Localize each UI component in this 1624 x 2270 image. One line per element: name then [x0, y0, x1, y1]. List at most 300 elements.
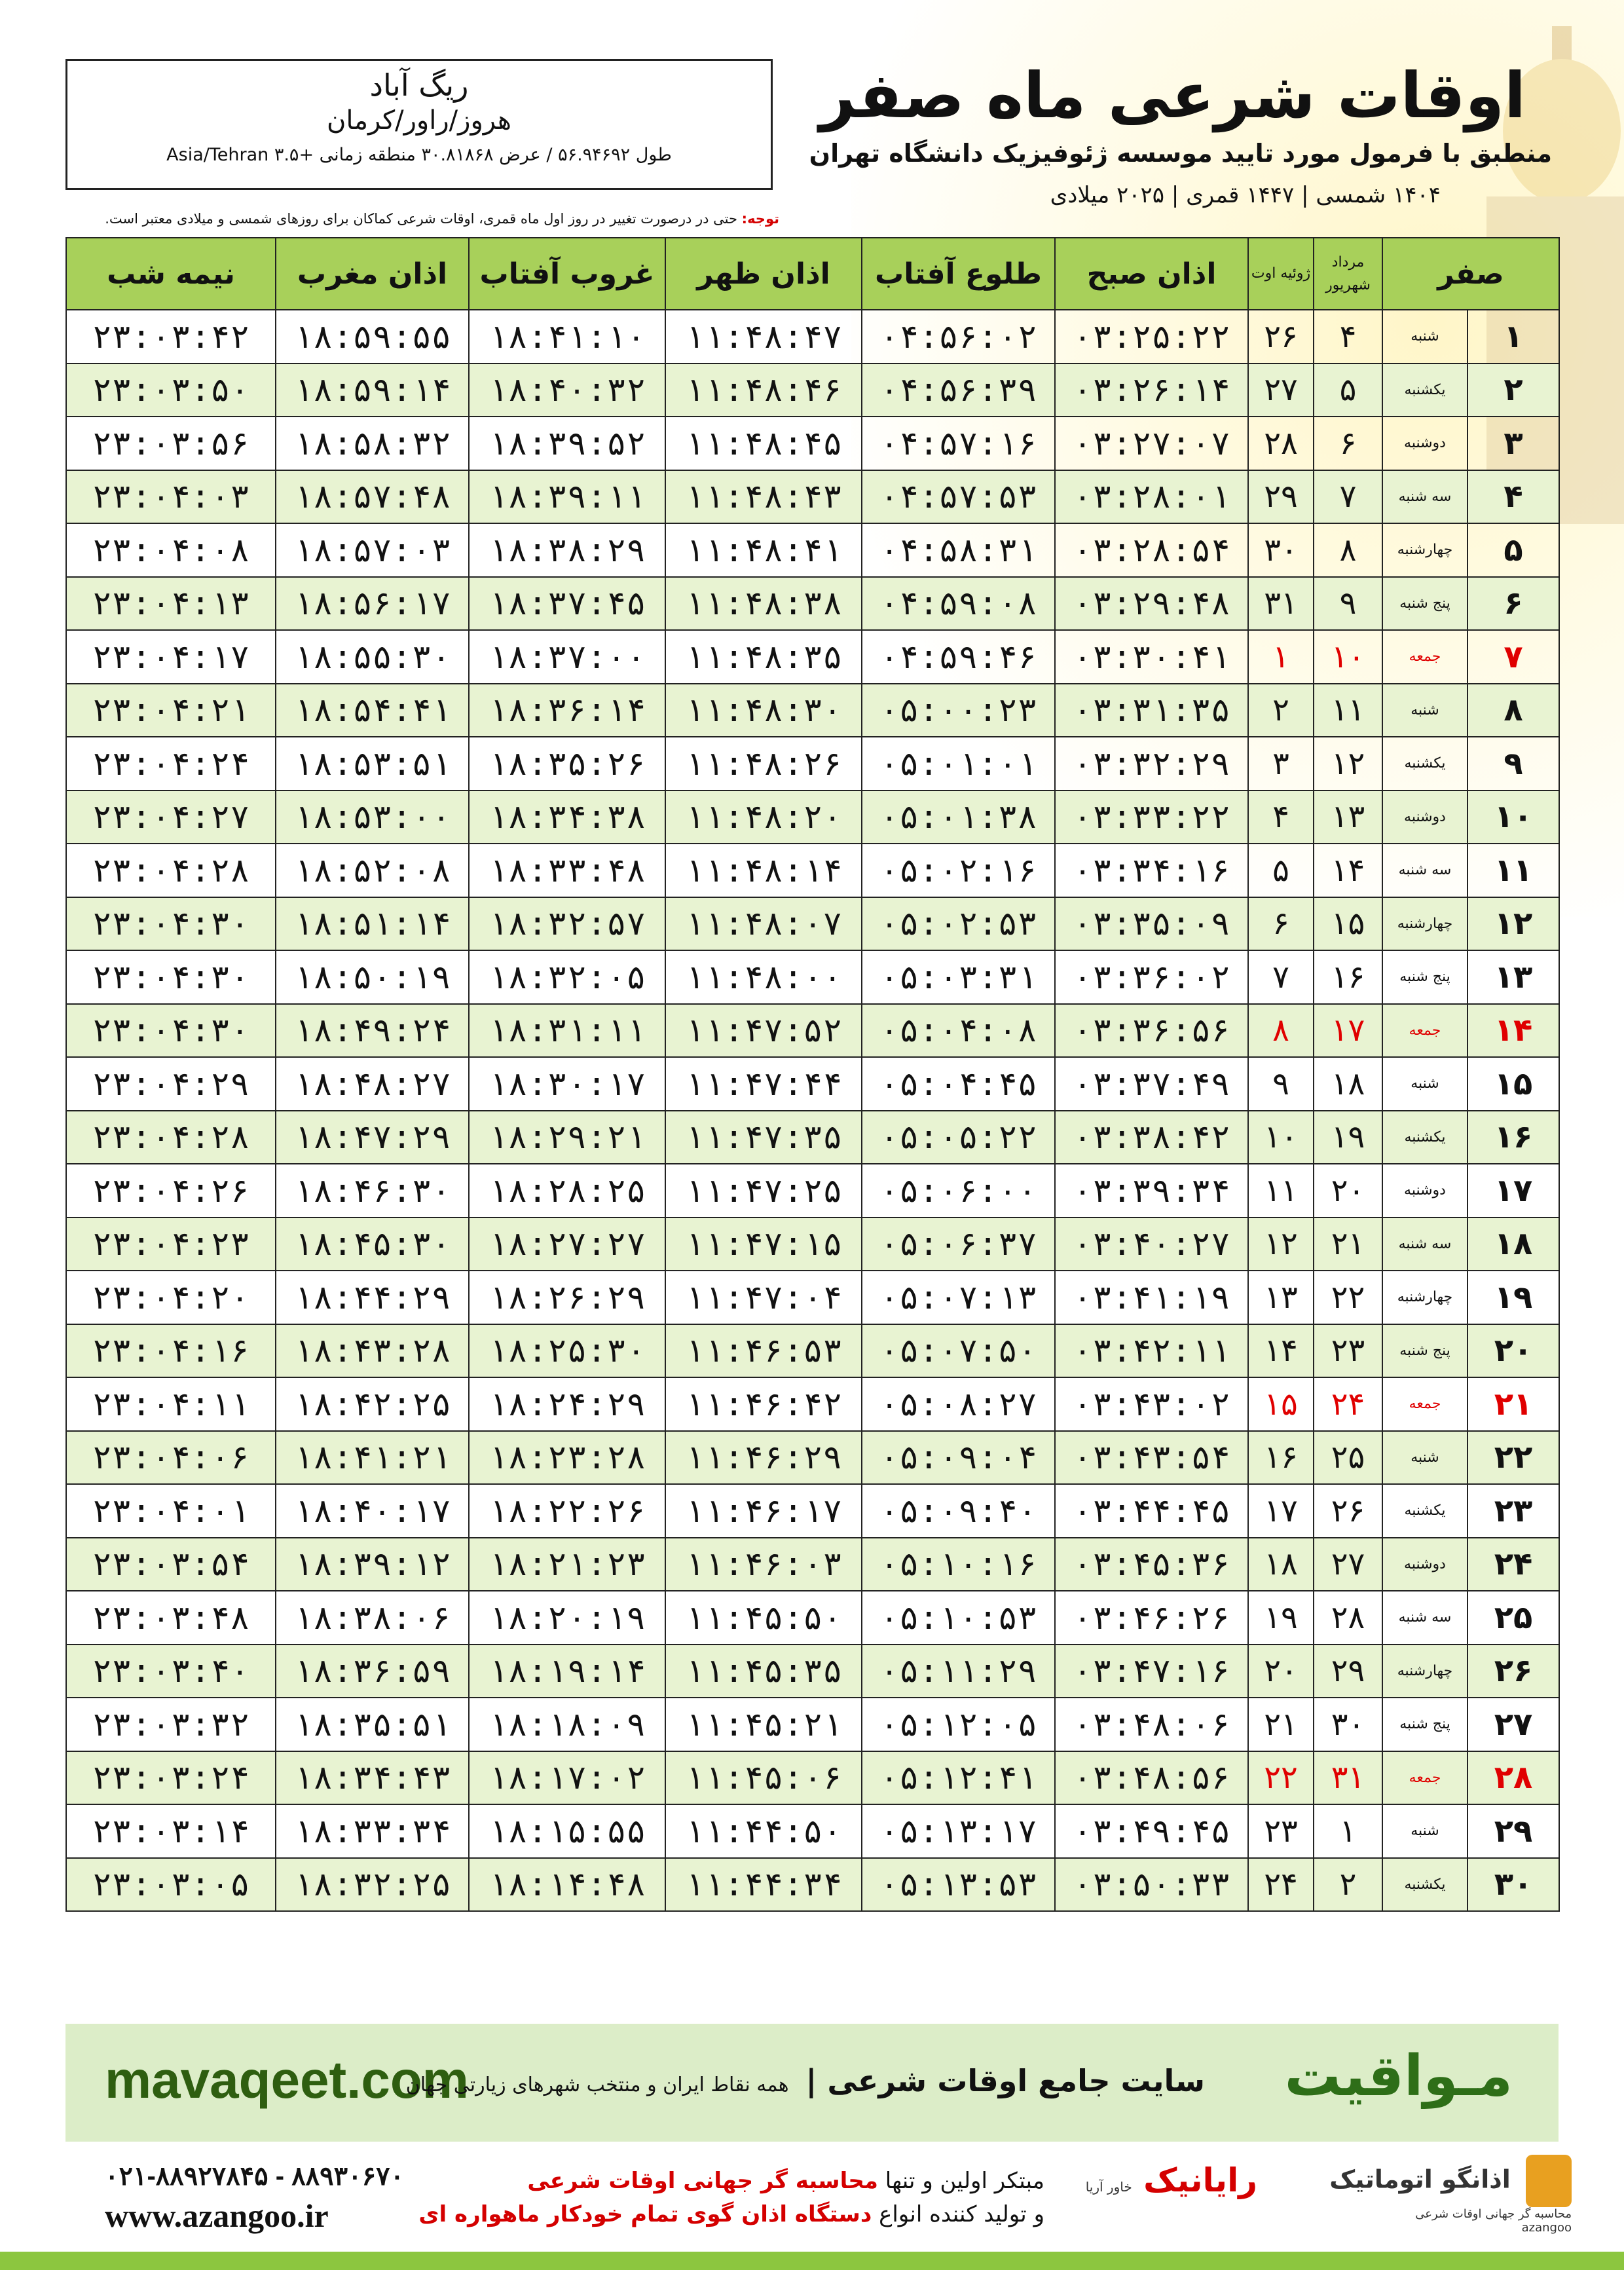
row-weekday: شنبه: [1382, 684, 1467, 737]
row-sunset: ۱۸:۲۳:۲۸: [469, 1431, 665, 1485]
row-gregorian: ۲۳: [1248, 1804, 1314, 1858]
row-shamsi: ۲۷: [1314, 1538, 1382, 1591]
row-sunset: ۱۸:۳۱:۱۱: [469, 1004, 665, 1058]
row-weekday: پنج شنبه: [1382, 1324, 1467, 1378]
row-dhuhr: ۱۱:۴۶:۰۳: [665, 1538, 862, 1591]
row-midnight: ۲۳:۰۴:۰۳: [66, 470, 276, 524]
row-midnight: ۲۳:۰۴:۳۰: [66, 950, 276, 1004]
row-dhuhr: ۱۱:۴۷:۱۵: [665, 1218, 862, 1271]
row-gregorian: ۲۰: [1248, 1645, 1314, 1698]
footer-line-1: [418, 2165, 1044, 2198]
row-day: ۲۷: [1467, 1698, 1559, 1751]
row-weekday: شنبه: [1382, 1431, 1467, 1485]
table-row: [66, 1484, 1559, 1538]
row-gregorian: ۱۷: [1248, 1484, 1314, 1538]
row-sunset: ۱۸:۲۴:۲۹: [469, 1377, 665, 1431]
row-sunrise: ۰۵:۰۹:۴۰: [862, 1484, 1055, 1538]
row-shamsi: ۲۵: [1314, 1431, 1382, 1485]
row-day: ۱۵: [1467, 1057, 1559, 1111]
row-gregorian: ۱۱: [1248, 1164, 1314, 1218]
row-fajr: ۰۳:۴۳:۰۲: [1055, 1377, 1248, 1431]
row-weekday: سه شنبه: [1382, 470, 1467, 524]
row-weekday: یکشنبه: [1382, 1858, 1467, 1912]
row-dhuhr: ۱۱:۴۵:۲۱: [665, 1698, 862, 1751]
table-row: [66, 630, 1559, 684]
row-day: ۱۶: [1467, 1111, 1559, 1164]
row-fajr: ۰۳:۲۹:۴۸: [1055, 577, 1248, 631]
row-day: ۱۰: [1467, 791, 1559, 844]
footer-line-1-text: مبتکر اولین و تنها: [885, 2168, 1044, 2194]
footer-line-2-highlight: دستگاه اذان گوی تمام خودکار ماهواره ای: [418, 2201, 872, 2227]
row-gregorian: ۷: [1248, 950, 1314, 1004]
row-sunrise: ۰۴:۵۶:۰۲: [862, 310, 1055, 363]
row-sunrise: ۰۵:۰۰:۲۳: [862, 684, 1055, 737]
row-weekday: شنبه: [1382, 1057, 1467, 1111]
header-gregorian: ژوئیه اوت: [1248, 238, 1314, 310]
table-row: [66, 1057, 1559, 1111]
header-midnight: نیمه شب: [66, 238, 276, 310]
row-midnight: ۲۳:۰۳:۴۸: [66, 1591, 276, 1645]
header-fajr: اذان صبح: [1055, 238, 1248, 310]
row-maghrib: ۱۸:۵۳:۰۰: [276, 791, 469, 844]
row-midnight: ۲۳:۰۳:۳۲: [66, 1698, 276, 1751]
row-sunrise: ۰۵:۱۲:۰۵: [862, 1698, 1055, 1751]
row-midnight: ۲۳:۰۴:۲۹: [66, 1057, 276, 1111]
row-sunset: ۱۸:۳۵:۲۶: [469, 737, 665, 791]
row-dhuhr: ۱۱:۴۶:۴۲: [665, 1377, 862, 1431]
row-weekday: چهارشنبه: [1382, 1271, 1467, 1324]
rayanik-logo: [1086, 2161, 1257, 2199]
row-shamsi: ۱۰: [1314, 630, 1382, 684]
row-shamsi: ۷: [1314, 470, 1382, 524]
table-row: [66, 684, 1559, 737]
row-dhuhr: ۱۱:۴۸:۳۸: [665, 577, 862, 631]
row-maghrib: ۱۸:۵۹:۱۴: [276, 363, 469, 417]
row-sunset: ۱۸:۲۶:۲۹: [469, 1271, 665, 1324]
footer-description: [418, 2165, 1044, 2231]
azangoo-sub: محاسبه گر جهانی اوقات شرعی: [1415, 2207, 1572, 2221]
row-maghrib: ۱۸:۴۶:۳۰: [276, 1164, 469, 1218]
row-gregorian: ۱۰: [1248, 1111, 1314, 1164]
row-gregorian: ۲۹: [1248, 470, 1314, 524]
row-fajr: ۰۳:۳۱:۳۵: [1055, 684, 1248, 737]
row-sunrise: ۰۵:۰۵:۲۲: [862, 1111, 1055, 1164]
row-dhuhr: ۱۱:۴۵:۳۵: [665, 1645, 862, 1698]
row-maghrib: ۱۸:۵۰:۱۹: [276, 950, 469, 1004]
row-weekday: پنج شنبه: [1382, 577, 1467, 631]
footer-line-2: [418, 2198, 1044, 2231]
row-weekday: پنج شنبه: [1382, 1698, 1467, 1751]
row-weekday: یکشنبه: [1382, 1484, 1467, 1538]
row-weekday: سه شنبه: [1382, 1218, 1467, 1271]
row-gregorian: ۲۱: [1248, 1698, 1314, 1751]
row-day: ۱: [1467, 310, 1559, 363]
row-dhuhr: ۱۱:۴۷:۰۴: [665, 1271, 862, 1324]
azangoo-logo: [1329, 2155, 1572, 2235]
table-row: [66, 577, 1559, 631]
row-fajr: ۰۳:۴۸:۰۶: [1055, 1698, 1248, 1751]
row-dhuhr: ۱۱:۴۷:۴۴: [665, 1057, 862, 1111]
row-sunrise: ۰۴:۵۷:۱۶: [862, 417, 1055, 470]
row-sunset: ۱۸:۳۴:۳۸: [469, 791, 665, 844]
row-dhuhr: ۱۱:۴۸:۲۰: [665, 791, 862, 844]
row-sunset: ۱۸:۳۳:۴۸: [469, 844, 665, 897]
row-midnight: ۲۳:۰۳:۵۴: [66, 1538, 276, 1591]
row-maghrib: ۱۸:۳۸:۰۶: [276, 1591, 469, 1645]
row-weekday: چهارشنبه: [1382, 1645, 1467, 1698]
table-row: [66, 310, 1559, 363]
row-gregorian: ۳۰: [1248, 523, 1314, 577]
row-day: ۳: [1467, 417, 1559, 470]
row-day: ۲: [1467, 363, 1559, 417]
row-gregorian: ۱۲: [1248, 1218, 1314, 1271]
row-maghrib: ۱۸:۵۸:۳۲: [276, 417, 469, 470]
row-sunrise: ۰۵:۰۴:۰۸: [862, 1004, 1055, 1058]
row-midnight: ۲۳:۰۳:۴۲: [66, 310, 276, 363]
row-day: ۲۰: [1467, 1324, 1559, 1378]
table-row: [66, 1538, 1559, 1591]
row-dhuhr: ۱۱:۴۸:۳۰: [665, 684, 862, 737]
table-row: [66, 417, 1559, 470]
table-row: [66, 1271, 1559, 1324]
note-text: حتی در درصورت تغییر در روز اول ماه قمری، اوقات شرعی کماکان برای روزهای شمسی و میلادی معتبر است.: [105, 211, 737, 227]
row-weekday: دوشنبه: [1382, 417, 1467, 470]
site-url[interactable]: mavaqeet.com: [105, 2051, 469, 2109]
row-dhuhr: ۱۱:۴۸:۱۴: [665, 844, 862, 897]
row-shamsi: ۲۱: [1314, 1218, 1382, 1271]
year-dates: ۱۴۰۴ شمسی | ۱۴۴۷ قمری | ۲۰۲۵ میلادی: [1050, 182, 1441, 208]
row-sunrise: ۰۵:۱۰:۱۶: [862, 1538, 1055, 1591]
row-sunset: ۱۸:۲۲:۲۶: [469, 1484, 665, 1538]
row-gregorian: ۶: [1248, 897, 1314, 951]
row-dhuhr: ۱۱:۴۷:۲۵: [665, 1164, 862, 1218]
row-fajr: ۰۳:۳۰:۴۱: [1055, 630, 1248, 684]
row-sunset: ۱۸:۳۲:۵۷: [469, 897, 665, 951]
row-midnight: ۲۳:۰۳:۴۰: [66, 1645, 276, 1698]
row-gregorian: ۳۱: [1248, 577, 1314, 631]
row-maghrib: ۱۸:۵۶:۱۷: [276, 577, 469, 631]
row-maghrib: ۱۸:۴۴:۲۹: [276, 1271, 469, 1324]
row-fajr: ۰۳:۳۵:۰۹: [1055, 897, 1248, 951]
row-gregorian: ۱: [1248, 630, 1314, 684]
row-dhuhr: ۱۱:۴۸:۲۶: [665, 737, 862, 791]
row-fajr: ۰۳:۳۹:۳۴: [1055, 1164, 1248, 1218]
table-row: [66, 844, 1559, 897]
row-shamsi: ۱۳: [1314, 791, 1382, 844]
table-row: [66, 363, 1559, 417]
row-sunrise: ۰۵:۱۰:۵۳: [862, 1591, 1055, 1645]
row-dhuhr: ۱۱:۴۵:۵۰: [665, 1591, 862, 1645]
row-dhuhr: ۱۱:۴۵:۰۶: [665, 1751, 862, 1805]
table-row: [66, 1804, 1559, 1858]
row-day: ۳۰: [1467, 1858, 1559, 1912]
row-day: ۱۴: [1467, 1004, 1559, 1058]
table-row: [66, 1324, 1559, 1378]
banner-slogan: سایت جامع اوقات شرعی | همه نقاط ایران و منتخب شهرهای زیارتی جهان: [405, 2063, 1205, 2098]
row-sunrise: ۰۵:۰۷:۱۳: [862, 1271, 1055, 1324]
header-sunset: غروب آفتاب: [469, 238, 665, 310]
row-maghrib: ۱۸:۴۹:۲۴: [276, 1004, 469, 1058]
contact-block: [105, 2161, 404, 2235]
row-sunrise: ۰۵:۱۳:۱۷: [862, 1804, 1055, 1858]
row-dhuhr: ۱۱:۴۸:۰۰: [665, 950, 862, 1004]
table-row: [66, 737, 1559, 791]
row-day: ۱۱: [1467, 844, 1559, 897]
row-shamsi: ۴: [1314, 310, 1382, 363]
row-day: ۱۸: [1467, 1218, 1559, 1271]
row-sunset: ۱۸:۴۱:۱۰: [469, 310, 665, 363]
row-weekday: یکشنبه: [1382, 363, 1467, 417]
row-shamsi: ۱۹: [1314, 1111, 1382, 1164]
row-sunset: ۱۸:۴۰:۳۲: [469, 363, 665, 417]
row-dhuhr: ۱۱:۴۶:۵۳: [665, 1324, 862, 1378]
row-fajr: ۰۳:۳۶:۰۲: [1055, 950, 1248, 1004]
row-weekday: شنبه: [1382, 310, 1467, 363]
row-sunrise: ۰۵:۰۳:۳۱: [862, 950, 1055, 1004]
row-dhuhr: ۱۱:۴۸:۴۷: [665, 310, 862, 363]
row-shamsi: ۲۴: [1314, 1377, 1382, 1431]
row-sunrise: ۰۵:۰۶:۳۷: [862, 1218, 1055, 1271]
row-maghrib: ۱۸:۴۵:۳۰: [276, 1218, 469, 1271]
row-maghrib: ۱۸:۴۱:۲۱: [276, 1431, 469, 1485]
row-shamsi: ۱۸: [1314, 1057, 1382, 1111]
row-gregorian: ۲۴: [1248, 1858, 1314, 1912]
location-box: [65, 59, 773, 190]
row-sunset: ۱۸:۳۷:۴۵: [469, 577, 665, 631]
row-weekday: دوشنبه: [1382, 1538, 1467, 1591]
row-fajr: ۰۳:۴۵:۳۶: [1055, 1538, 1248, 1591]
row-weekday: جمعه: [1382, 1751, 1467, 1805]
row-shamsi: ۹: [1314, 577, 1382, 631]
row-weekday: جمعه: [1382, 1377, 1467, 1431]
bottom-bar: [0, 2252, 1624, 2270]
rayanik-sub: خاور آریا: [1085, 2179, 1132, 2195]
row-fajr: ۰۳:۴۸:۵۶: [1055, 1751, 1248, 1805]
region-name: هروز/راور/کرمان: [327, 105, 511, 136]
row-sunset: ۱۸:۲۵:۳۰: [469, 1324, 665, 1378]
row-shamsi: ۱: [1314, 1804, 1382, 1858]
row-shamsi: ۲۸: [1314, 1591, 1382, 1645]
row-sunset: ۱۸:۲۷:۲۷: [469, 1218, 665, 1271]
row-maghrib: ۱۸:۵۳:۵۱: [276, 737, 469, 791]
row-sunrise: ۰۵:۱۳:۵۳: [862, 1858, 1055, 1912]
row-sunrise: ۰۵:۰۹:۰۴: [862, 1431, 1055, 1485]
table-row: [66, 1645, 1559, 1698]
row-midnight: ۲۳:۰۳:۱۴: [66, 1804, 276, 1858]
row-fajr: ۰۳:۲۷:۰۷: [1055, 417, 1248, 470]
row-fajr: ۰۳:۲۸:۵۴: [1055, 523, 1248, 577]
row-day: ۲۴: [1467, 1538, 1559, 1591]
row-fajr: ۰۳:۵۰:۳۳: [1055, 1858, 1248, 1912]
row-midnight: ۲۳:۰۴:۱۶: [66, 1324, 276, 1378]
brand-logo: مـواقیت: [1284, 2043, 1513, 2109]
footer-line-2-text: و تولید کننده انواع: [879, 2201, 1044, 2227]
row-midnight: ۲۳:۰۴:۳۰: [66, 897, 276, 951]
row-day: ۲۲: [1467, 1431, 1559, 1485]
row-midnight: ۲۳:۰۳:۰۵: [66, 1858, 276, 1912]
row-sunrise: ۰۵:۱۱:۲۹: [862, 1645, 1055, 1698]
row-day: ۷: [1467, 630, 1559, 684]
row-weekday: شنبه: [1382, 1804, 1467, 1858]
table-row: [66, 1164, 1559, 1218]
row-gregorian: ۹: [1248, 1057, 1314, 1111]
row-maghrib: ۱۸:۳۳:۳۴: [276, 1804, 469, 1858]
table-row: [66, 1111, 1559, 1164]
row-maghrib: ۱۸:۵۷:۴۸: [276, 470, 469, 524]
table-row: [66, 1377, 1559, 1431]
row-shamsi: ۶: [1314, 417, 1382, 470]
row-shamsi: ۱۵: [1314, 897, 1382, 951]
row-weekday: دوشنبه: [1382, 791, 1467, 844]
row-fajr: ۰۳:۴۰:۲۷: [1055, 1218, 1248, 1271]
row-sunset: ۱۸:۳۷:۰۰: [469, 630, 665, 684]
row-dhuhr: ۱۱:۴۶:۱۷: [665, 1484, 862, 1538]
table-row: [66, 1218, 1559, 1271]
note: [105, 211, 779, 227]
row-day: ۵: [1467, 523, 1559, 577]
row-day: ۲۶: [1467, 1645, 1559, 1698]
row-sunrise: ۰۵:۰۶:۰۰: [862, 1164, 1055, 1218]
row-dhuhr: ۱۱:۴۷:۵۲: [665, 1004, 862, 1058]
row-midnight: ۲۳:۰۴:۲۶: [66, 1164, 276, 1218]
row-gregorian: ۱۹: [1248, 1591, 1314, 1645]
slogan-main: سایت جامع اوقات شرعی: [827, 2063, 1205, 2098]
row-shamsi: ۸: [1314, 523, 1382, 577]
row-weekday: جمعه: [1382, 1004, 1467, 1058]
row-midnight: ۲۳:۰۳:۵۶: [66, 417, 276, 470]
row-fajr: ۰۳:۴۱:۱۹: [1055, 1271, 1248, 1324]
row-dhuhr: ۱۱:۴۴:۳۴: [665, 1858, 862, 1912]
row-fajr: ۰۳:۲۶:۱۴: [1055, 363, 1248, 417]
row-shamsi: ۲۹: [1314, 1645, 1382, 1698]
prayer-times-table: [65, 237, 1560, 1912]
row-sunrise: ۰۵:۰۲:۱۶: [862, 844, 1055, 897]
row-day: ۱۷: [1467, 1164, 1559, 1218]
row-maghrib: ۱۸:۵۷:۰۳: [276, 523, 469, 577]
rayanik-name: رایانیک: [1143, 2161, 1257, 2199]
row-maghrib: ۱۸:۳۹:۱۲: [276, 1538, 469, 1591]
row-sunrise: ۰۵:۱۲:۴۱: [862, 1751, 1055, 1805]
row-sunset: ۱۸:۱۹:۱۴: [469, 1645, 665, 1698]
row-day: ۲۱: [1467, 1377, 1559, 1431]
row-maghrib: ۱۸:۴۲:۲۵: [276, 1377, 469, 1431]
row-sunrise: ۰۵:۰۱:۳۸: [862, 791, 1055, 844]
row-fajr: ۰۳:۴۹:۴۵: [1055, 1804, 1248, 1858]
row-weekday: سه شنبه: [1382, 844, 1467, 897]
row-day: ۹: [1467, 737, 1559, 791]
row-midnight: ۲۳:۰۴:۲۸: [66, 1111, 276, 1164]
row-weekday: پنج شنبه: [1382, 950, 1467, 1004]
city-name: ریگ آباد: [369, 67, 469, 103]
row-dhuhr: ۱۱:۴۴:۵۰: [665, 1804, 862, 1858]
row-midnight: ۲۳:۰۴:۰۸: [66, 523, 276, 577]
page-subtitle: منطبق با فرمول مورد تایید موسسه ژئوفیزیک دانشگاه تهران: [809, 139, 1552, 168]
page-title: اوقات شرعی ماه صفر: [819, 59, 1526, 132]
row-midnight: ۲۳:۰۴:۳۰: [66, 1004, 276, 1058]
row-sunset: ۱۸:۲۱:۲۳: [469, 1538, 665, 1591]
row-maghrib: ۱۸:۵۲:۰۸: [276, 844, 469, 897]
row-day: ۶: [1467, 577, 1559, 631]
table-row: [66, 1431, 1559, 1485]
table-row: [66, 791, 1559, 844]
row-weekday: یکشنبه: [1382, 1111, 1467, 1164]
row-sunrise: ۰۴:۵۹:۰۸: [862, 577, 1055, 631]
row-day: ۲۳: [1467, 1484, 1559, 1538]
row-shamsi: ۱۷: [1314, 1004, 1382, 1058]
table-row: [66, 897, 1559, 951]
row-maghrib: ۱۸:۳۲:۲۵: [276, 1858, 469, 1912]
row-dhuhr: ۱۱:۴۶:۲۹: [665, 1431, 862, 1485]
azangoo-icon: [1526, 2155, 1572, 2207]
azangoo-en: azangoo: [1521, 2221, 1572, 2235]
row-shamsi: ۲۶: [1314, 1484, 1382, 1538]
row-shamsi: ۵: [1314, 363, 1382, 417]
row-dhuhr: ۱۱:۴۸:۳۵: [665, 630, 862, 684]
row-sunrise: ۰۴:۵۷:۵۳: [862, 470, 1055, 524]
row-dhuhr: ۱۱:۴۸:۴۱: [665, 523, 862, 577]
row-midnight: ۲۳:۰۳:۵۰: [66, 363, 276, 417]
row-gregorian: ۵: [1248, 844, 1314, 897]
row-day: ۲۹: [1467, 1804, 1559, 1858]
row-midnight: ۲۳:۰۴:۱۳: [66, 577, 276, 631]
header-sunrise: طلوع آفتاب: [862, 238, 1055, 310]
table-row: [66, 1751, 1559, 1805]
row-shamsi: ۱۱: [1314, 684, 1382, 737]
slogan-sub: همه نقاط ایران و منتخب شهرهای زیارتی جهان: [405, 2074, 789, 2096]
phone-numbers: ۰۲۱-۸۸۹۲۷۸۴۵ - ۸۸۹۳۰۶۷۰: [105, 2162, 405, 2191]
row-maghrib: ۱۸:۳۶:۵۹: [276, 1645, 469, 1698]
note-label: توجه:: [741, 211, 779, 227]
row-maghrib: ۱۸:۳۵:۵۱: [276, 1698, 469, 1751]
row-fajr: ۰۳:۳۳:۲۲: [1055, 791, 1248, 844]
website-link[interactable]: www.azangoo.ir: [105, 2197, 329, 2234]
row-gregorian: ۲۷: [1248, 363, 1314, 417]
row-gregorian: ۱۴: [1248, 1324, 1314, 1378]
table-header-row: [66, 238, 1559, 310]
row-day: ۲۸: [1467, 1751, 1559, 1805]
row-gregorian: ۱۳: [1248, 1271, 1314, 1324]
row-sunset: ۱۸:۱۸:۰۹: [469, 1698, 665, 1751]
table-row: [66, 523, 1559, 577]
row-sunset: ۱۸:۳۹:۵۲: [469, 417, 665, 470]
row-sunrise: ۰۴:۵۹:۴۶: [862, 630, 1055, 684]
row-fajr: ۰۳:۴۶:۲۶: [1055, 1591, 1248, 1645]
row-sunset: ۱۸:۲۹:۲۱: [469, 1111, 665, 1164]
row-sunset: ۱۸:۱۵:۵۵: [469, 1804, 665, 1858]
row-sunrise: ۰۴:۵۸:۳۱: [862, 523, 1055, 577]
row-gregorian: ۱۵: [1248, 1377, 1314, 1431]
row-sunset: ۱۸:۳۰:۱۷: [469, 1057, 665, 1111]
row-fajr: ۰۳:۳۲:۲۹: [1055, 737, 1248, 791]
row-shamsi: ۲۳: [1314, 1324, 1382, 1378]
row-maghrib: ۱۸:۵۵:۳۰: [276, 630, 469, 684]
row-maghrib: ۱۸:۴۳:۲۸: [276, 1324, 469, 1378]
row-sunset: ۱۸:۲۸:۲۵: [469, 1164, 665, 1218]
row-sunset: ۱۸:۳۸:۲۹: [469, 523, 665, 577]
table-row: [66, 950, 1559, 1004]
row-sunset: ۱۸:۱۴:۴۸: [469, 1858, 665, 1912]
row-weekday: دوشنبه: [1382, 1164, 1467, 1218]
row-dhuhr: ۱۱:۴۸:۴۵: [665, 417, 862, 470]
mavaqeet-banner: [65, 2024, 1559, 2142]
row-day: ۱۲: [1467, 897, 1559, 951]
header-maghrib: اذان مغرب: [276, 238, 469, 310]
row-fajr: ۰۳:۲۸:۰۱: [1055, 470, 1248, 524]
row-dhuhr: ۱۱:۴۸:۴۶: [665, 363, 862, 417]
row-maghrib: ۱۸:۴۸:۲۷: [276, 1057, 469, 1111]
row-midnight: ۲۳:۰۳:۲۴: [66, 1751, 276, 1805]
row-sunset: ۱۸:۳۲:۰۵: [469, 950, 665, 1004]
